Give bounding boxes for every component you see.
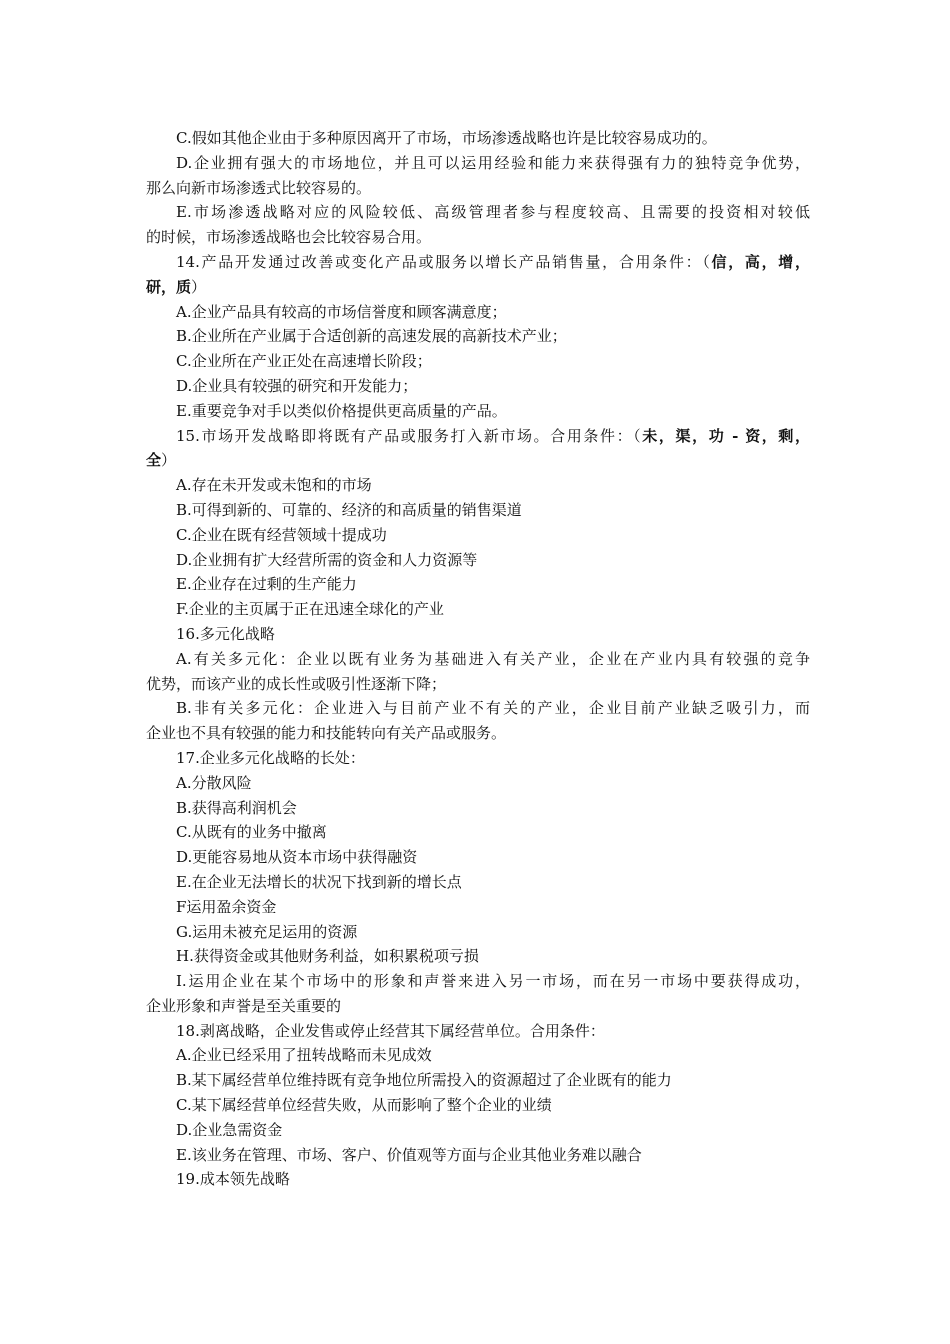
text-line (146, 548, 810, 573)
text-line (146, 1093, 810, 1118)
line-text: G.运用未被充足运用的资源 (176, 922, 358, 941)
line-text: 的时候，市场渗透战略也会比较容易合用。 (146, 228, 432, 247)
line-text: A.存在未开发或未饱和的市场 (176, 476, 372, 495)
line-text: C.企业在既有经营领域十提成功 (176, 525, 387, 544)
line-text: A.有关多元化：企业以既有业务为基础进入有关产业，企业在产业内具有较强的竞争 (176, 649, 810, 668)
text-line (146, 399, 810, 424)
line-text: A.企业产品具有较高的市场信誉度和顾客满意度； (176, 302, 507, 321)
line-text: B.可得到新的、可靠的、经济的和高质量的销售渠道 (176, 500, 522, 519)
line-text: C.假如其他企业由于多种原因离开了市场，市场渗透战略也许是比较容易成功的。 (176, 129, 717, 147)
text-line (146, 1019, 810, 1044)
document-body (146, 126, 810, 1192)
text-line (146, 870, 810, 895)
text-line (146, 250, 810, 275)
text-line (146, 151, 810, 176)
line-text: F.企业的主页属于正在迅速全球化的产业 (176, 600, 444, 619)
text-line (146, 672, 810, 697)
text-line (146, 796, 810, 821)
line-text: B.非有关多元化：企业进入与目前产业不有关的产业，企业目前产业缺乏吸引力，而 (176, 699, 810, 718)
line-text: A.企业已经采用了扭转战略而未见成效 (176, 1046, 432, 1065)
text-line (146, 969, 810, 994)
text-line (146, 994, 810, 1019)
line-text: 企业形象和声誉是至关重要的 (146, 996, 342, 1015)
bold-keywords: 信，高，增， (711, 252, 810, 271)
line-text: A.分散风险 (176, 773, 252, 792)
text-line (146, 1043, 810, 1068)
text-line (146, 572, 810, 597)
bold-keywords: 未，渠，功 - 资，剩， (642, 426, 811, 445)
text-line (146, 1143, 810, 1168)
line-text: D.企业具有较强的研究和开发能力； (176, 376, 418, 395)
text-line (146, 696, 810, 721)
line-text: 17.企业多元化战略的长处： (176, 748, 365, 767)
line-text: 18.剥离战略，企业发售或停止经营其下属经营单位。合用条件： (176, 1021, 605, 1040)
bold-keywords: 全 (146, 451, 162, 470)
line-text: E.重要竞争对手以类似价格提供更高质量的产品。 (176, 401, 507, 420)
line-text: 16.多元化战略 (176, 624, 275, 643)
text-line (146, 1118, 810, 1143)
line-tail: ） (161, 451, 177, 470)
line-text: H.获得资金或其他财务利益，如积累税项亏损 (176, 947, 479, 966)
line-text: B.获得高利润机会 (176, 798, 297, 817)
text-line (146, 647, 810, 672)
line-text: I.运用企业在某个市场中的形象和声誉来进入另一市场，而在另一市场中要获得成功， (176, 972, 810, 991)
text-line (146, 200, 810, 225)
text-line (146, 176, 810, 201)
text-line (146, 845, 810, 870)
text-line (146, 746, 810, 771)
text-line (146, 126, 810, 151)
text-line (146, 498, 810, 523)
bold-keywords: 研，质 (146, 277, 192, 296)
text-line (146, 324, 810, 349)
text-line (146, 944, 810, 969)
line-text: E.该业务在管理、市场、客户、价值观等方面与企业其他业务难以融合 (176, 1145, 642, 1164)
text-line (146, 300, 810, 325)
line-text: B.某下属经营单位维持既有竞争地位所需投入的资源超过了企业既有的能力 (176, 1071, 672, 1090)
text-line (146, 448, 810, 473)
line-text: E.企业存在过剩的生产能力 (176, 575, 357, 594)
text-line (146, 895, 810, 920)
line-text: C.从既有的业务中撤离 (176, 823, 327, 842)
text-line (146, 622, 810, 647)
text-line (146, 374, 810, 399)
text-line (146, 1068, 810, 1093)
line-text: E.在企业无法增长的状况下找到新的增长点 (176, 872, 462, 891)
text-line (146, 424, 810, 449)
line-text: E.市场渗透战略对应的风险较低、高级管理者参与程度较高、且需要的投资相对较低 (176, 203, 810, 222)
text-line (146, 523, 810, 548)
line-text: D.企业拥有扩大经营所需的资金和人力资源等 (176, 550, 478, 569)
text-line (146, 225, 810, 250)
line-text: F运用盈余资金 (176, 897, 277, 916)
text-line (146, 349, 810, 374)
text-line (146, 1167, 810, 1192)
line-text: D.企业拥有强大的市场地位，并且可以运用经验和能力来获得强有力的独特竞争优势， (176, 153, 810, 172)
text-line (146, 771, 810, 796)
line-text: 优势，而该产业的成长性或吸引性逐渐下降； (146, 674, 447, 693)
text-line (146, 721, 810, 746)
text-line (146, 820, 810, 845)
line-text: 14.产品开发通过改善或变化产品或服务以增长产品销售量，合用条件：（ (176, 252, 712, 271)
text-line (146, 275, 810, 300)
line-text: C.某下属经营单位经营失败，从而影响了整个企业的业绩 (176, 1096, 552, 1115)
line-text: 企业也不具有较强的能力和技能转向有关产品或服务。 (146, 724, 507, 743)
line-text: 19.成本领先战略 (176, 1170, 290, 1189)
text-line (146, 473, 810, 498)
line-text: D.更能容易地从资本市场中获得融资 (176, 848, 418, 867)
text-line (146, 920, 810, 945)
line-text: B.企业所在产业属于合适创新的高速发展的高新技术产业； (176, 327, 567, 346)
text-line (146, 597, 810, 622)
line-text: 那么向新市场渗透式比较容易的。 (146, 178, 372, 197)
line-tail: ） (191, 277, 207, 296)
line-text: C.企业所在产业正处在高速增长阶段； (176, 352, 432, 371)
line-text: 15.市场开发战略即将既有产品或服务打入新市场。合用条件：（ (176, 426, 643, 445)
line-text: D.企业急需资金 (176, 1120, 283, 1139)
